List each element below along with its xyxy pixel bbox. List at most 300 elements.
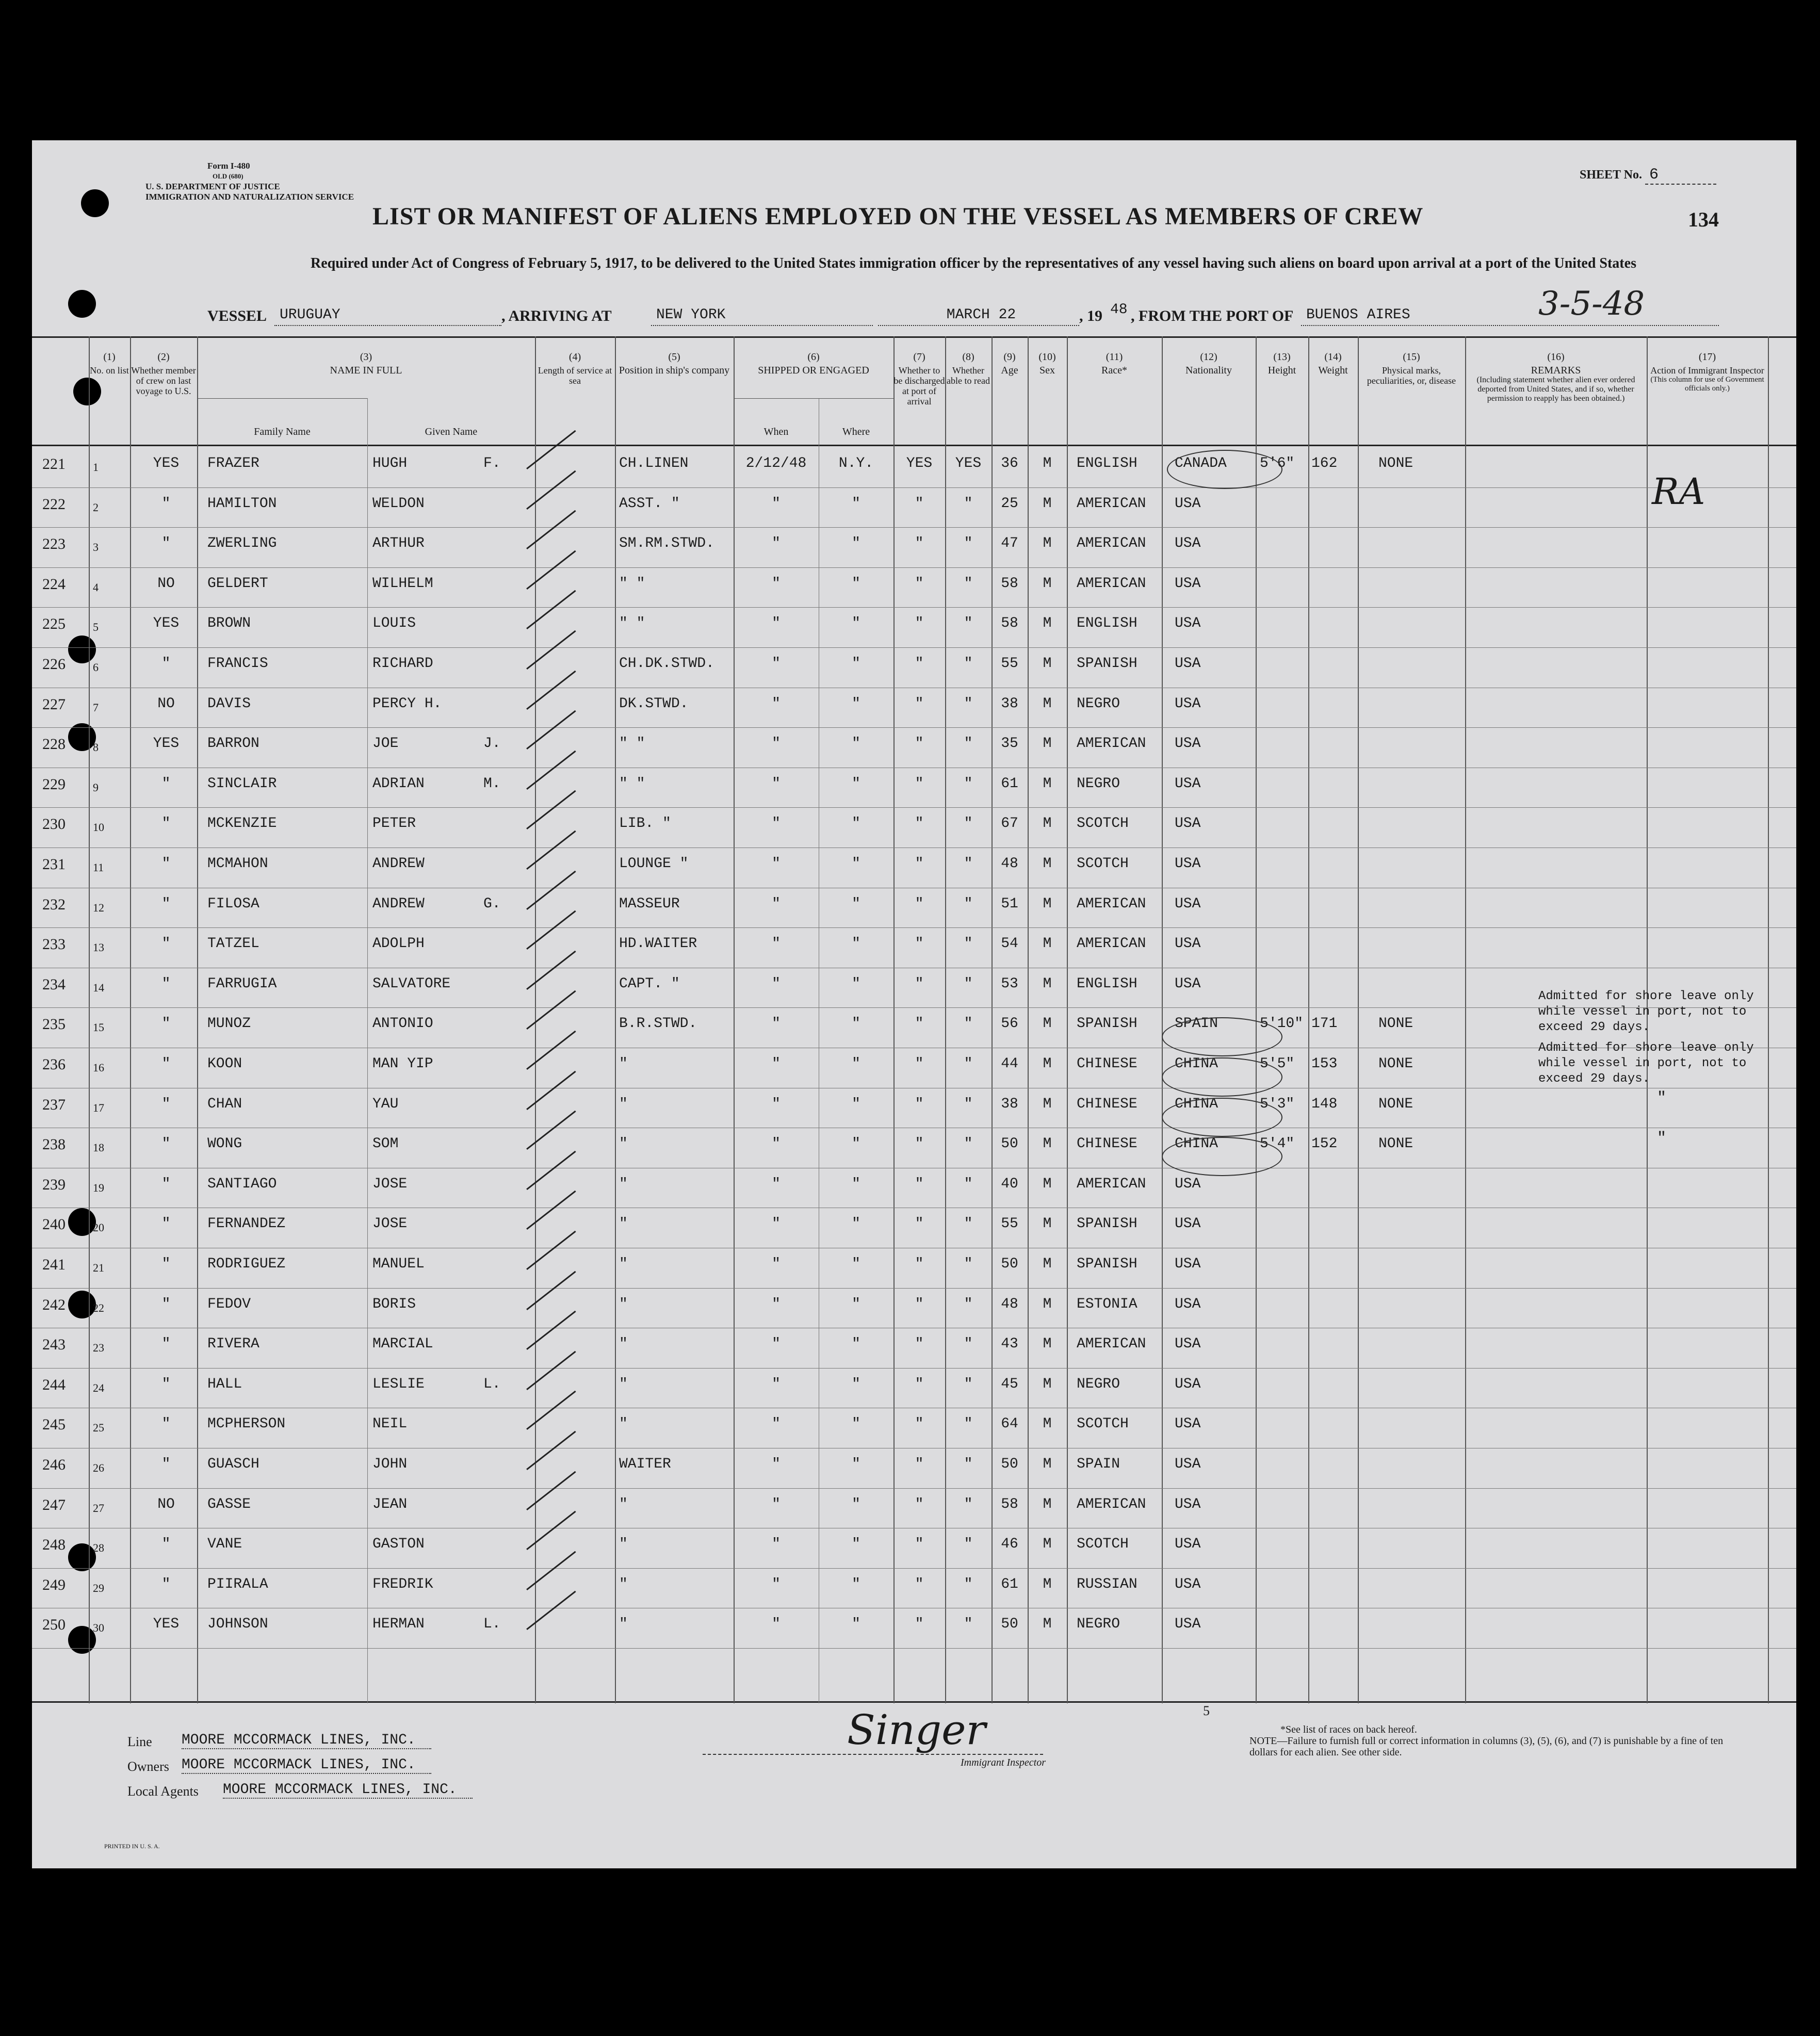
arrival-date: MARCH 22	[878, 305, 1079, 326]
cell-race: SCOTCH	[1077, 856, 1129, 872]
seq-number: 30	[93, 1621, 104, 1635]
cell-disc: "	[915, 495, 924, 512]
cell-pos: " "	[619, 775, 645, 792]
cell-family: BARRON	[207, 736, 259, 752]
table-row	[32, 1248, 1796, 1288]
printed-label: PRINTED IN U. S. A.	[104, 1843, 160, 1850]
table-row	[32, 1048, 1796, 1088]
page-line-number: 224	[42, 575, 66, 593]
footer	[32, 1703, 1796, 1868]
vessel-label: VESSEL	[207, 307, 267, 324]
cell-age: 36	[1001, 455, 1018, 471]
cell-pos: LIB. "	[619, 816, 671, 832]
cell-prev: "	[161, 975, 171, 992]
cell-family: MCMAHON	[207, 856, 268, 872]
header-where: Where	[842, 426, 870, 437]
cell-where: "	[852, 1136, 860, 1152]
cell-read: "	[964, 975, 973, 992]
cell-disc: "	[915, 1096, 924, 1112]
seq-number: 16	[93, 1061, 104, 1074]
cell-sex: M	[1043, 1336, 1052, 1353]
cell-when: "	[772, 775, 781, 792]
cell-pos: "	[619, 1256, 628, 1272]
header-inspector: (17) Action of Immigrant Inspector (This column for use of Government officials only.)	[1650, 351, 1764, 393]
table-row	[32, 1368, 1796, 1408]
cell-init: G.	[483, 895, 501, 912]
cell-read: "	[964, 1416, 973, 1432]
sheet-value: 6	[1645, 166, 1716, 185]
punch-hole	[81, 189, 109, 217]
table-row	[32, 848, 1796, 888]
page-line-number: 250	[42, 1616, 66, 1634]
cell-height: 5'5"	[1260, 1056, 1295, 1072]
cell-pos: MASSEUR	[619, 895, 680, 912]
cell-disc: "	[915, 1216, 924, 1232]
cell-when: "	[772, 975, 781, 992]
cell-nat: USA	[1175, 1616, 1201, 1633]
cell-when: "	[772, 1456, 781, 1472]
remark-shore-leave: Admitted for shore leave only while vessel in port, not to exceed 29 days.	[1538, 1041, 1754, 1086]
cell-where: "	[852, 495, 860, 512]
seq-number: 18	[93, 1141, 104, 1154]
cell-family: JOHNSON	[207, 1616, 268, 1633]
cell-nat: USA	[1175, 1296, 1201, 1312]
cell-age: 61	[1001, 1576, 1018, 1592]
remark-ditto: "	[1657, 1089, 1667, 1107]
cell-age: 64	[1001, 1416, 1018, 1432]
cell-age: 38	[1001, 1096, 1018, 1112]
cell-given: PERCY H.	[372, 695, 442, 712]
cell-race: AMERICAN	[1077, 895, 1146, 912]
cell-nat: USA	[1175, 975, 1201, 992]
cell-given: MARCIAL	[372, 1336, 433, 1353]
cell-read: "	[964, 1096, 973, 1112]
races-note: *See list of races on back hereof.	[1280, 1724, 1417, 1735]
header-family-name: Family Name	[254, 426, 311, 437]
cell-marks: NONE	[1378, 1056, 1413, 1072]
seq-number: 25	[93, 1421, 104, 1435]
cell-family: FERNANDEZ	[207, 1216, 286, 1232]
cell-age: 47	[1001, 535, 1018, 552]
handwritten-date: 3-5-48	[1538, 285, 1645, 323]
fine-note: NOTE—Failure to furnish full or correct information in columns (3), (5), (6), and (7) is punishable by a fine of ten dollars for each alien. See other side.	[1249, 1735, 1724, 1758]
cell-disc: YES	[906, 455, 933, 471]
pencil-mark: 5	[1203, 1703, 1210, 1718]
remark-shore-leave: Admitted for shore leave only while vessel in port, not to exceed 29 days.	[1538, 989, 1754, 1034]
cell-given: ANTONIO	[372, 1016, 433, 1032]
cell-pos: SM.RM.STWD.	[619, 535, 714, 552]
cell-pos: HD.WAITER	[619, 936, 697, 952]
cell-read: "	[964, 1296, 973, 1312]
seq-number: 26	[93, 1461, 104, 1474]
cell-pos: "	[619, 1536, 628, 1553]
cell-sex: M	[1043, 895, 1052, 912]
cell-race: NEGRO	[1077, 775, 1120, 792]
cell-weight: 152	[1311, 1136, 1338, 1152]
cell-disc: "	[915, 936, 924, 952]
cell-read: "	[964, 736, 973, 752]
cell-marks: NONE	[1378, 455, 1413, 471]
cell-race: AMERICAN	[1077, 1496, 1146, 1512]
cell-when: "	[772, 1296, 781, 1312]
header-read: (8) Whether able to read	[947, 351, 990, 386]
cell-where: "	[852, 816, 860, 832]
cell-family: SANTIAGO	[207, 1176, 277, 1192]
cell-where: "	[852, 575, 860, 592]
cell-family: ZWERLING	[207, 535, 277, 552]
cell-when: "	[772, 1496, 781, 1512]
cell-age: 48	[1001, 1296, 1018, 1312]
cell-read: "	[964, 895, 973, 912]
cell-when: "	[772, 1376, 781, 1392]
page-line-number: 229	[42, 775, 66, 793]
cell-family: FARRUGIA	[207, 975, 277, 992]
cell-pos: LOUNGE "	[619, 856, 689, 872]
cell-race: SPANISH	[1077, 1216, 1138, 1232]
cell-where: "	[852, 1616, 860, 1633]
cell-where: "	[852, 1176, 860, 1192]
cell-race: SPANISH	[1077, 1016, 1138, 1032]
cell-prev: NO	[157, 575, 175, 592]
cell-prev: YES	[153, 455, 180, 471]
seq-number: 6	[93, 661, 99, 674]
cell-disc: "	[915, 535, 924, 552]
cell-disc: "	[915, 1376, 924, 1392]
cell-nat: USA	[1175, 856, 1201, 872]
table-row	[32, 888, 1796, 928]
cell-race: NEGRO	[1077, 695, 1120, 712]
cell-where: "	[852, 1096, 860, 1112]
cell-nat: USA	[1175, 816, 1201, 832]
cell-age: 55	[1001, 656, 1018, 672]
manifest-page	[32, 140, 1796, 1868]
cell-sex: M	[1043, 1496, 1052, 1512]
cell-read: "	[964, 1616, 973, 1633]
cell-nat: USA	[1175, 1496, 1201, 1512]
cell-prev: "	[161, 816, 171, 832]
cell-where: "	[852, 695, 860, 712]
cell-family: MCKENZIE	[207, 816, 277, 832]
seq-number: 2	[93, 500, 99, 514]
cell-prev: "	[161, 936, 171, 952]
cell-age: 55	[1001, 1216, 1018, 1232]
cell-given: ARTHUR	[372, 535, 425, 552]
cell-read: "	[964, 535, 973, 552]
cell-where: "	[852, 1016, 860, 1032]
cell-when: "	[772, 856, 781, 872]
cell-nat: USA	[1175, 656, 1201, 672]
cell-sex: M	[1043, 1296, 1052, 1312]
cell-prev: "	[161, 775, 171, 792]
cell-given: JOSE	[372, 1176, 408, 1192]
cell-given: FREDRIK	[372, 1576, 433, 1592]
cell-family: GASSE	[207, 1496, 251, 1512]
cell-sex: M	[1043, 816, 1052, 832]
cell-nat: USA	[1175, 1176, 1201, 1192]
cell-when: "	[772, 1216, 781, 1232]
cell-prev: "	[161, 1216, 171, 1232]
cell-height: 5'3"	[1260, 1096, 1295, 1112]
cell-age: 54	[1001, 936, 1018, 952]
cell-sex: M	[1043, 936, 1052, 952]
cell-read: "	[964, 1576, 973, 1592]
page-line-number: 234	[42, 975, 66, 993]
cell-marks: NONE	[1378, 1016, 1413, 1032]
cell-disc: "	[915, 1136, 924, 1152]
cell-prev: YES	[153, 1616, 180, 1633]
table-row	[32, 927, 1796, 968]
cell-where: "	[852, 1376, 860, 1392]
cell-age: 50	[1001, 1256, 1018, 1272]
cell-sex: M	[1043, 535, 1052, 552]
cell-nat: USA	[1175, 1536, 1201, 1553]
cell-where: "	[852, 1336, 860, 1353]
cell-read: "	[964, 1336, 973, 1353]
cell-when: "	[772, 816, 781, 832]
cell-age: 45	[1001, 1376, 1018, 1392]
cell-when: "	[772, 895, 781, 912]
seq-number: 27	[93, 1501, 104, 1514]
cell-sex: M	[1043, 736, 1052, 752]
cell-given: ADRIAN	[372, 775, 425, 792]
page-line-number: 244	[42, 1376, 66, 1393]
seq-number: 29	[93, 1581, 104, 1594]
cell-disc: "	[915, 816, 924, 832]
cell-when: "	[772, 1256, 781, 1272]
cell-where: "	[852, 1496, 860, 1512]
cell-nat: USA	[1175, 535, 1201, 552]
cell-nat: USA	[1175, 615, 1201, 632]
table-row	[32, 1208, 1796, 1248]
form-identifier	[145, 161, 354, 202]
cell-nat: USA	[1175, 1376, 1201, 1392]
cell-prev: "	[161, 1056, 171, 1072]
cell-race: AMERICAN	[1077, 1176, 1146, 1192]
seq-number: 22	[93, 1301, 104, 1314]
cell-read: "	[964, 615, 973, 632]
cell-race: CHINESE	[1077, 1096, 1138, 1112]
cell-init: M.	[483, 775, 501, 792]
seq-number: 20	[93, 1221, 104, 1234]
cell-nat: USA	[1175, 1336, 1201, 1353]
cell-age: 50	[1001, 1136, 1018, 1152]
cell-race: AMERICAN	[1077, 736, 1146, 752]
cell-when: "	[772, 695, 781, 712]
cell-sex: M	[1043, 1256, 1052, 1272]
cell-where: N.Y.	[838, 455, 874, 471]
cell-disc: "	[915, 1056, 924, 1072]
cell-when: "	[772, 1136, 781, 1152]
circle-mark	[1167, 450, 1282, 489]
cell-race: AMERICAN	[1077, 1336, 1146, 1353]
cell-pos: CAPT. "	[619, 975, 680, 992]
cell-family: FILOSA	[207, 895, 259, 912]
cell-disc: "	[915, 575, 924, 592]
cell-when: "	[772, 736, 781, 752]
page-line-number: 249	[42, 1576, 66, 1593]
cell-read: "	[964, 1496, 973, 1512]
cell-family: RODRIGUEZ	[207, 1256, 286, 1272]
cell-when: "	[772, 575, 781, 592]
cell-marks: NONE	[1378, 1096, 1413, 1112]
cell-family: WONG	[207, 1136, 242, 1152]
cell-family: FRANCIS	[207, 656, 268, 672]
cell-marks: NONE	[1378, 1136, 1413, 1152]
cell-race: SCOTCH	[1077, 1536, 1129, 1553]
table-row	[32, 567, 1796, 608]
cell-where: "	[852, 1056, 860, 1072]
cell-given: HUGH	[372, 455, 408, 471]
page-line-number: 223	[42, 535, 66, 553]
cell-where: "	[852, 1256, 860, 1272]
cell-given: JEAN	[372, 1496, 408, 1512]
cell-pos: "	[619, 1176, 628, 1192]
table-row	[32, 607, 1796, 647]
cell-disc: "	[915, 856, 924, 872]
seq-number: 17	[93, 1101, 104, 1114]
cell-read: "	[964, 695, 973, 712]
cell-given: NEIL	[372, 1416, 408, 1432]
cell-given: PETER	[372, 816, 416, 832]
cell-pos: " "	[619, 615, 645, 632]
table-row	[32, 807, 1796, 848]
cell-family: TATZEL	[207, 936, 259, 952]
cell-read: "	[964, 1256, 973, 1272]
cell-given: YAU	[372, 1096, 399, 1112]
cell-sex: M	[1043, 1136, 1052, 1152]
cell-sex: M	[1043, 656, 1052, 672]
cell-given: LESLIE	[372, 1376, 425, 1392]
cell-given: ANDREW	[372, 856, 425, 872]
cell-nat: USA	[1175, 495, 1201, 512]
cell-disc: "	[915, 1536, 924, 1553]
cell-pos: CH.DK.STWD.	[619, 656, 714, 672]
cell-prev: "	[161, 1016, 171, 1032]
table-row	[32, 1088, 1796, 1128]
cell-age: 35	[1001, 736, 1018, 752]
page-line-number: 228	[42, 736, 66, 753]
cell-family: KOON	[207, 1056, 242, 1072]
cell-given: JOSE	[372, 1216, 408, 1232]
cell-read: "	[964, 495, 973, 512]
seq-number: 11	[93, 861, 104, 874]
cell-nat: USA	[1175, 895, 1201, 912]
cell-prev: YES	[153, 736, 180, 752]
cell-family: PIIRALA	[207, 1576, 268, 1592]
cell-weight: 162	[1311, 455, 1338, 471]
page-line-number: 237	[42, 1096, 66, 1113]
cell-given: LOUIS	[372, 615, 416, 632]
cell-init: J.	[483, 736, 501, 752]
cell-family: MUNOZ	[207, 1016, 251, 1032]
cell-family: CHAN	[207, 1096, 242, 1112]
header-age: (9) Age	[1001, 351, 1018, 376]
page-line-number: 227	[42, 695, 66, 713]
cell-where: "	[852, 1296, 860, 1312]
cell-sex: M	[1043, 1216, 1052, 1232]
cell-disc: "	[915, 1616, 924, 1633]
circle-mark	[1162, 1057, 1282, 1097]
cell-race: SCOTCH	[1077, 1416, 1129, 1432]
table-row	[32, 727, 1796, 768]
cell-where: "	[852, 975, 860, 992]
cell-race: AMERICAN	[1077, 495, 1146, 512]
cell-pos: " "	[619, 575, 645, 592]
cell-nat: CANADA	[1175, 455, 1227, 471]
owners-label: Owners	[127, 1759, 169, 1774]
cell-age: 48	[1001, 856, 1018, 872]
cell-where: "	[852, 656, 860, 672]
cell-init: F.	[483, 455, 501, 471]
cell-read: "	[964, 575, 973, 592]
header-weight: (14) Weight	[1318, 351, 1348, 376]
header-discharged: (7) Whether to be discharged at port of arrival	[893, 351, 945, 406]
cell-prev: "	[161, 1176, 171, 1192]
page-line-number: 242	[42, 1296, 66, 1313]
cell-pos: "	[619, 1136, 628, 1152]
owners-value: MOORE MCCORMACK LINES, INC.	[182, 1757, 431, 1774]
cell-age: 50	[1001, 1616, 1018, 1633]
cell-where: "	[852, 895, 860, 912]
cell-prev: "	[161, 656, 171, 672]
cell-prev: "	[161, 1096, 171, 1112]
seq-number: 13	[93, 941, 104, 954]
cell-when: "	[772, 1536, 781, 1553]
cell-where: "	[852, 936, 860, 952]
cell-sex: M	[1043, 1456, 1052, 1472]
cell-race: AMERICAN	[1077, 575, 1146, 592]
cell-sex: M	[1043, 1016, 1052, 1032]
arriving-value: NEW YORK	[651, 305, 873, 326]
cell-read: "	[964, 1456, 973, 1472]
agents-label: Local Agents	[127, 1784, 199, 1799]
cell-read: "	[964, 816, 973, 832]
cell-weight: 148	[1311, 1096, 1338, 1112]
cell-disc: "	[915, 656, 924, 672]
cell-age: 56	[1001, 1016, 1018, 1032]
year-value: 48	[1110, 302, 1128, 318]
cell-read: "	[964, 1136, 973, 1152]
cell-given: ADOLPH	[372, 936, 425, 952]
cell-race: NEGRO	[1077, 1616, 1120, 1633]
cell-given: MAN YIP	[372, 1056, 433, 1072]
seq-number: 7	[93, 701, 99, 714]
page-line-number: 248	[42, 1536, 66, 1554]
cell-when: "	[772, 1016, 781, 1032]
cell-sex: M	[1043, 1536, 1052, 1553]
header-given-name: Given Name	[425, 426, 478, 437]
cell-nat: USA	[1175, 1576, 1201, 1592]
cell-sex: M	[1043, 1376, 1052, 1392]
cell-when: "	[772, 1576, 781, 1592]
seq-number: 24	[93, 1381, 104, 1394]
cell-age: 25	[1001, 495, 1018, 512]
inspector-signature: Singer	[847, 1706, 986, 1754]
cell-init: L.	[483, 1376, 501, 1392]
cell-disc: "	[915, 1336, 924, 1353]
cell-given: GASTON	[372, 1536, 425, 1553]
cell-family: VANE	[207, 1536, 242, 1553]
header-sex: (10) Sex	[1038, 351, 1056, 376]
cell-when: "	[772, 1616, 781, 1633]
header-height: (13) Height	[1268, 351, 1296, 376]
cell-sex: M	[1043, 495, 1052, 512]
cell-sex: M	[1043, 455, 1052, 471]
cell-age: 53	[1001, 975, 1018, 992]
cell-family: GELDERT	[207, 575, 268, 592]
cell-read: "	[964, 1536, 973, 1553]
crew-table	[32, 336, 1796, 1703]
